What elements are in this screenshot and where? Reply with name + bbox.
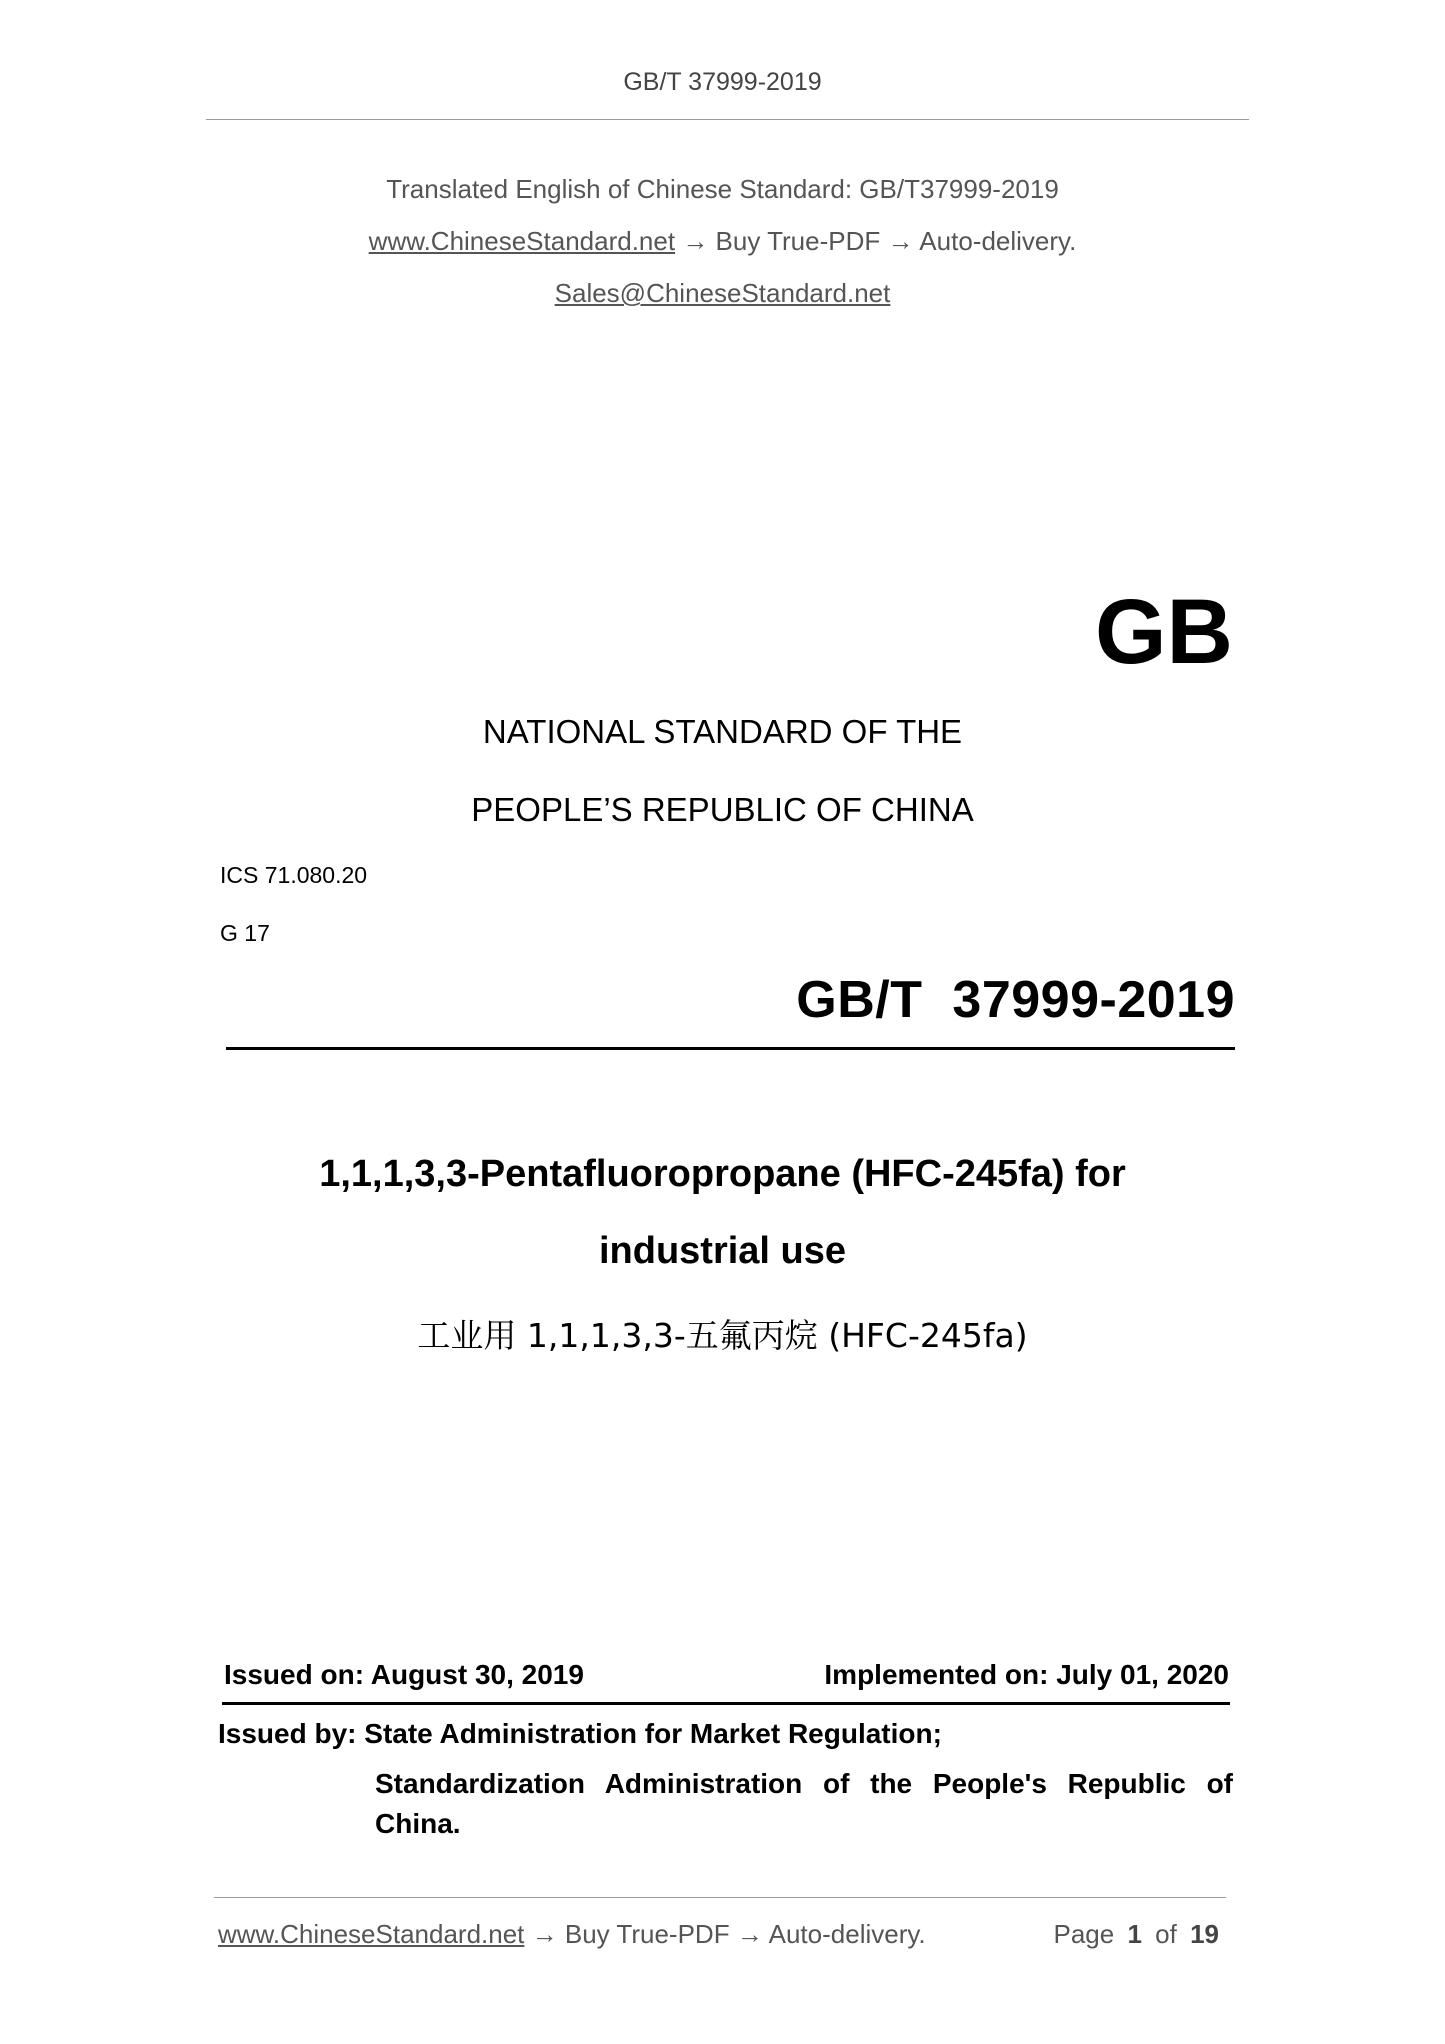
translation-notice: Translated English of Chinese Standard: GB/T37999-2019: [386, 174, 1059, 204]
footer-banner: [218, 1919, 926, 1950]
ics-code: ICS 71.080.20: [220, 862, 368, 888]
arrow-right-icon: →: [531, 1919, 558, 1949]
arrow-right-icon: →: [887, 226, 914, 256]
page-number: 1: [1127, 1919, 1142, 1949]
email-line: [0, 278, 1445, 309]
national-standard-line-1: NATIONAL STANDARD OF THE: [482, 713, 963, 750]
purchase-banner: [0, 226, 1445, 257]
issued-by: Issued by: State Administration for Market Regulation;: [218, 1718, 942, 1749]
title-line-2: industrial use: [598, 1230, 847, 1272]
issued-by-continued: Standardization Administration of the People's Republic of China.: [375, 1768, 1233, 1839]
email-link[interactable]: Sales@ChineseStandard.net: [554, 278, 891, 308]
issued-on: Issued on: August 30, 2019: [224, 1659, 584, 1690]
running-header: GB/T 37999-2019: [623, 68, 822, 96]
footer-divider: [214, 1897, 1226, 1898]
national-standard-line-2: PEOPLE’S REPUBLIC OF CHINA: [471, 791, 974, 828]
delivery-text: Auto-delivery.: [919, 226, 1077, 256]
title-chinese: 工业用 1,1,1,3,3-五氟丙烷 (HFC-245fa): [417, 1316, 1028, 1355]
footer-buy-text: Buy True-PDF: [564, 1919, 730, 1949]
header-divider: [206, 119, 1249, 120]
buy-text: Buy True-PDF: [715, 226, 881, 256]
ccs-code: G 17: [220, 920, 270, 946]
total-pages: 19: [1190, 1919, 1219, 1949]
standard-number-rule: [226, 1047, 1235, 1050]
gb-mark: GB: [1095, 581, 1233, 683]
implemented-on: Implemented on: July 01, 2020: [824, 1659, 1229, 1690]
title-line-1: 1,1,1,3,3-Pentafluoropropane (HFC-245fa) for: [319, 1153, 1126, 1195]
page-indicator: [1053, 1919, 1225, 1950]
site-link[interactable]: www.ChineseStandard.net: [368, 226, 676, 256]
footer-site-link[interactable]: www.ChineseStandard.net: [218, 1919, 525, 1949]
standard-number: GB/T 37999-2019: [796, 971, 1235, 1029]
page-label: Page: [1053, 1919, 1115, 1949]
arrow-right-icon: →: [682, 226, 709, 256]
footer-delivery-text: Auto-delivery.: [768, 1919, 926, 1949]
dates-rule: [222, 1702, 1230, 1705]
arrow-right-icon: →: [736, 1919, 763, 1949]
of-label: of: [1155, 1919, 1177, 1949]
